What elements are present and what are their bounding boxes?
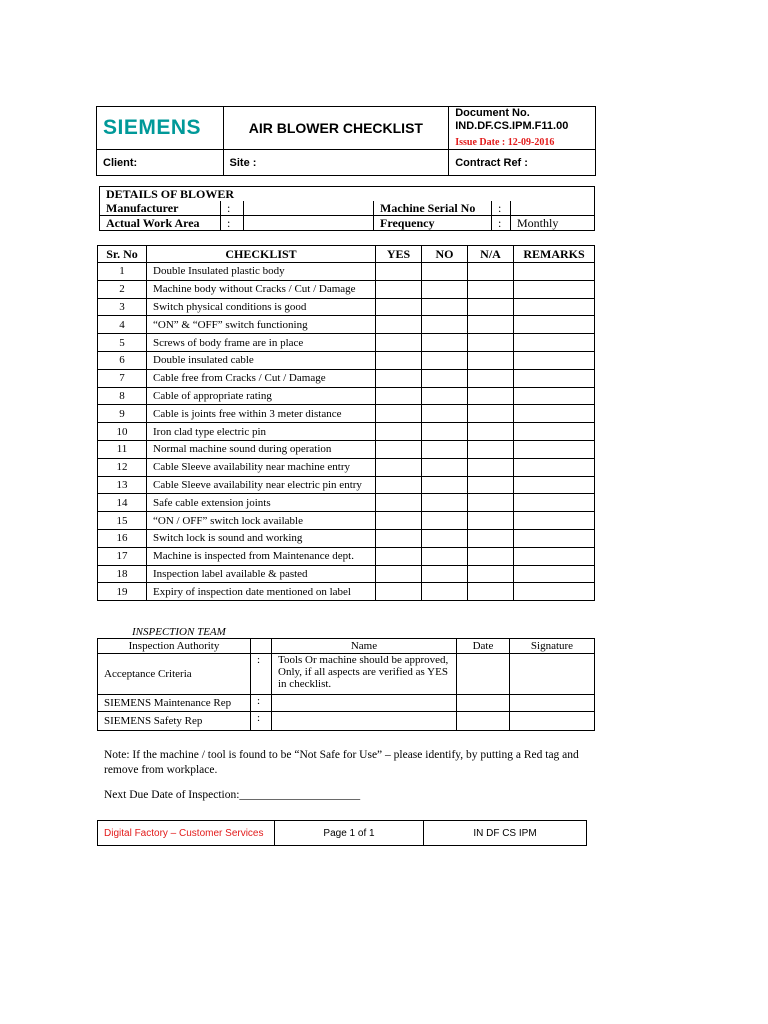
row-remarks-cell[interactable] [514,494,595,512]
col-checklist: CHECKLIST [147,246,376,263]
document-number-label: Document No. [455,107,530,119]
row-na-cell[interactable] [468,440,514,458]
frequency-value: Monthly [511,216,595,231]
row-no-cell[interactable] [422,263,468,281]
row-item: Switch physical conditions is good [147,298,376,316]
row-na-cell[interactable] [468,476,514,494]
checklist-row [98,351,595,369]
row-number: 11 [98,440,147,458]
row-remarks-cell[interactable] [514,405,595,423]
row-remarks-cell[interactable] [514,512,595,530]
safety-rep-label: SIEMENS Safety Rep [98,712,251,731]
row-no-cell[interactable] [422,316,468,334]
row-number: 19 [98,583,147,601]
siemens-logo: SIEMENS [103,116,202,139]
row-item: Inspection label available & pasted [147,565,376,583]
row-no-cell[interactable] [422,387,468,405]
manufacturer-label: Manufacturer [100,201,221,216]
row-yes-cell[interactable] [376,529,422,547]
colon: : [492,216,511,231]
row-yes-cell[interactable] [376,458,422,476]
row-no-cell[interactable] [422,512,468,530]
row-no-cell[interactable] [422,529,468,547]
footer-page-number: Page 1 of 1 [275,821,424,846]
row-item: Machine body without Cracks / Cut / Damage [147,280,376,298]
row-no-cell[interactable] [422,334,468,352]
row-item: Double insulated cable [147,351,376,369]
row-remarks-cell[interactable] [514,316,595,334]
row-na-cell[interactable] [468,494,514,512]
safety-rep-name[interactable] [272,712,457,731]
col-inspection-authority: Inspection Authority [98,639,251,654]
row-remarks-cell[interactable] [514,351,595,369]
col-na: N/A [468,246,514,263]
checklist-row [98,512,595,530]
checklist-row [98,405,595,423]
client-label: Client: [97,150,224,176]
row-yes-cell[interactable] [376,351,422,369]
blower-details-table [99,186,595,231]
row-remarks-cell[interactable] [514,440,595,458]
row-item: Expiry of inspection date mentioned on label [147,583,376,601]
row-na-cell[interactable] [468,583,514,601]
row-remarks-cell[interactable] [514,565,595,583]
colon: : [251,695,272,712]
row-number: 16 [98,529,147,547]
row-yes-cell[interactable] [376,405,422,423]
row-number: 18 [98,565,147,583]
row-number: 10 [98,423,147,441]
row-na-cell[interactable] [468,529,514,547]
row-number: 12 [98,458,147,476]
col-colon [251,639,272,654]
checklist-row [98,565,595,583]
colon: : [251,712,272,731]
safety-rep-signature[interactable] [510,712,595,731]
row-yes-cell[interactable] [376,263,422,281]
row-remarks-cell[interactable] [514,547,595,565]
row-remarks-cell[interactable] [514,263,595,281]
next-due-date: Next Due Date of Inspection:_____________________ [104,789,361,801]
machine-serial-label: Machine Serial No [374,201,492,216]
row-yes-cell[interactable] [376,334,422,352]
work-area-value[interactable] [244,216,374,231]
checklist-row [98,334,595,352]
col-signature: Signature [510,639,595,654]
row-no-cell[interactable] [422,298,468,316]
row-na-cell[interactable] [468,316,514,334]
row-na-cell[interactable] [468,280,514,298]
row-yes-cell[interactable] [376,565,422,583]
row-item: “ON” & “OFF” switch functioning [147,316,376,334]
row-no-cell[interactable] [422,565,468,583]
row-na-cell[interactable] [468,334,514,352]
row-remarks-cell[interactable] [514,369,595,387]
row-number: 3 [98,298,147,316]
colon: : [492,201,511,216]
row-item: Machine is inspected from Maintenance dept. [147,547,376,565]
colon: : [221,216,244,231]
row-remarks-cell[interactable] [514,334,595,352]
row-na-cell[interactable] [468,512,514,530]
row-item: Cable free from Cracks / Cut / Damage [147,369,376,387]
row-no-cell[interactable] [422,583,468,601]
row-remarks-cell[interactable] [514,476,595,494]
row-number: 7 [98,369,147,387]
row-remarks-cell[interactable] [514,583,595,601]
checklist-table [97,245,595,601]
document-number-cell [449,107,596,150]
row-number: 9 [98,405,147,423]
checklist-row [98,387,595,405]
row-number: 5 [98,334,147,352]
row-yes-cell[interactable] [376,316,422,334]
row-yes-cell[interactable] [376,476,422,494]
row-yes-cell[interactable] [376,280,422,298]
row-item: Double Insulated plastic body [147,263,376,281]
inspection-team-title: INSPECTION TEAM [132,626,226,638]
row-na-cell[interactable] [468,298,514,316]
footer-code: IN DF CS IPM [424,821,587,846]
frequency-label: Frequency [374,216,492,231]
checklist-row [98,547,595,565]
row-no-cell[interactable] [422,547,468,565]
maintenance-rep-label: SIEMENS Maintenance Rep [98,695,251,712]
row-na-cell[interactable] [468,351,514,369]
checklist-row [98,298,595,316]
checklist-row [98,529,595,547]
row-item: Iron clad type electric pin [147,423,376,441]
row-remarks-cell[interactable] [514,458,595,476]
row-no-cell[interactable] [422,494,468,512]
row-number: 2 [98,280,147,298]
checklist-row [98,263,595,281]
details-title: DETAILS OF BLOWER [100,187,595,202]
checklist-row [98,423,595,441]
row-no-cell[interactable] [422,440,468,458]
row-na-cell[interactable] [468,387,514,405]
row-no-cell[interactable] [422,476,468,494]
contract-ref-label: Contract Ref : [449,150,596,176]
row-number: 1 [98,263,147,281]
row-no-cell[interactable] [422,280,468,298]
row-item: Safe cable extension joints [147,494,376,512]
row-yes-cell[interactable] [376,494,422,512]
row-na-cell[interactable] [468,369,514,387]
safety-rep-date[interactable] [457,712,510,731]
row-item: “ON / OFF” switch lock available [147,512,376,530]
row-item: Normal machine sound during operation [147,440,376,458]
maintenance-rep-name[interactable] [272,695,457,712]
col-remarks: REMARKS [514,246,595,263]
site-label: Site : [223,150,449,176]
checklist-row [98,476,595,494]
acceptance-signature[interactable] [510,654,595,695]
row-yes-cell[interactable] [376,512,422,530]
row-na-cell[interactable] [468,547,514,565]
row-yes-cell[interactable] [376,547,422,565]
row-remarks-cell[interactable] [514,529,595,547]
col-name: Name [272,639,457,654]
checklist-rows [98,263,595,601]
safety-note: Note: If the machine / tool is found to be “Not Safe for Use” – please identify, by putting a Red tag and remove from workplace. [104,749,579,776]
footer-department: Digital Factory – Customer Services [98,821,275,846]
row-yes-cell[interactable] [376,369,422,387]
inspection-team-table [97,638,595,731]
row-no-cell[interactable] [422,458,468,476]
checklist-row [98,369,595,387]
row-remarks-cell[interactable] [514,298,595,316]
row-yes-cell[interactable] [376,423,422,441]
row-item: Switch lock is sound and working [147,529,376,547]
maintenance-rep-date[interactable] [457,695,510,712]
acceptance-date[interactable] [457,654,510,695]
row-number: 8 [98,387,147,405]
checklist-row [98,458,595,476]
col-sr-no: Sr. No [98,246,147,263]
checklist-row [98,280,595,298]
row-item: Screws of body frame are in place [147,334,376,352]
row-number: 6 [98,351,147,369]
row-na-cell[interactable] [468,263,514,281]
col-date: Date [457,639,510,654]
checklist-row [98,440,595,458]
row-yes-cell[interactable] [376,298,422,316]
row-no-cell[interactable] [422,351,468,369]
document-footer [97,820,587,846]
acceptance-criteria-text: Tools Or machine should be approved, Only, if all aspects are verified as YES in checklist. [272,654,457,695]
row-remarks-cell[interactable] [514,387,595,405]
row-number: 15 [98,512,147,530]
checklist-row [98,494,595,512]
document-title: AIR BLOWER CHECKLIST [223,107,449,150]
row-na-cell[interactable] [468,423,514,441]
row-number: 4 [98,316,147,334]
row-no-cell[interactable] [422,423,468,441]
maintenance-rep-signature[interactable] [510,695,595,712]
row-yes-cell[interactable] [376,583,422,601]
col-yes: YES [376,246,422,263]
row-na-cell[interactable] [468,405,514,423]
document-number: IND.DF.CS.IPM.F11.00 [455,120,569,132]
row-item: Cable is joints free within 3 meter distance [147,405,376,423]
row-item: Cable Sleeve availability near machine entry [147,458,376,476]
acceptance-criteria-label: Acceptance Criteria [98,654,251,695]
manufacturer-value[interactable] [244,201,374,216]
logo-cell [97,107,224,150]
row-no-cell[interactable] [422,405,468,423]
row-item: Cable of appropriate rating [147,387,376,405]
row-yes-cell[interactable] [376,387,422,405]
document-header [96,106,596,176]
row-number: 14 [98,494,147,512]
row-remarks-cell[interactable] [514,280,595,298]
checklist-row [98,316,595,334]
row-number: 13 [98,476,147,494]
colon: : [251,654,272,695]
colon: : [221,201,244,216]
row-number: 17 [98,547,147,565]
row-na-cell[interactable] [468,458,514,476]
work-area-label: Actual Work Area [100,216,221,231]
checklist-row [98,583,595,601]
row-yes-cell[interactable] [376,440,422,458]
issue-date: Issue Date : 12-09-2016 [455,137,555,148]
row-remarks-cell[interactable] [514,423,595,441]
col-no: NO [422,246,468,263]
row-na-cell[interactable] [468,565,514,583]
row-item: Cable Sleeve availability near electric pin entry [147,476,376,494]
machine-serial-value[interactable] [511,201,595,216]
row-no-cell[interactable] [422,369,468,387]
